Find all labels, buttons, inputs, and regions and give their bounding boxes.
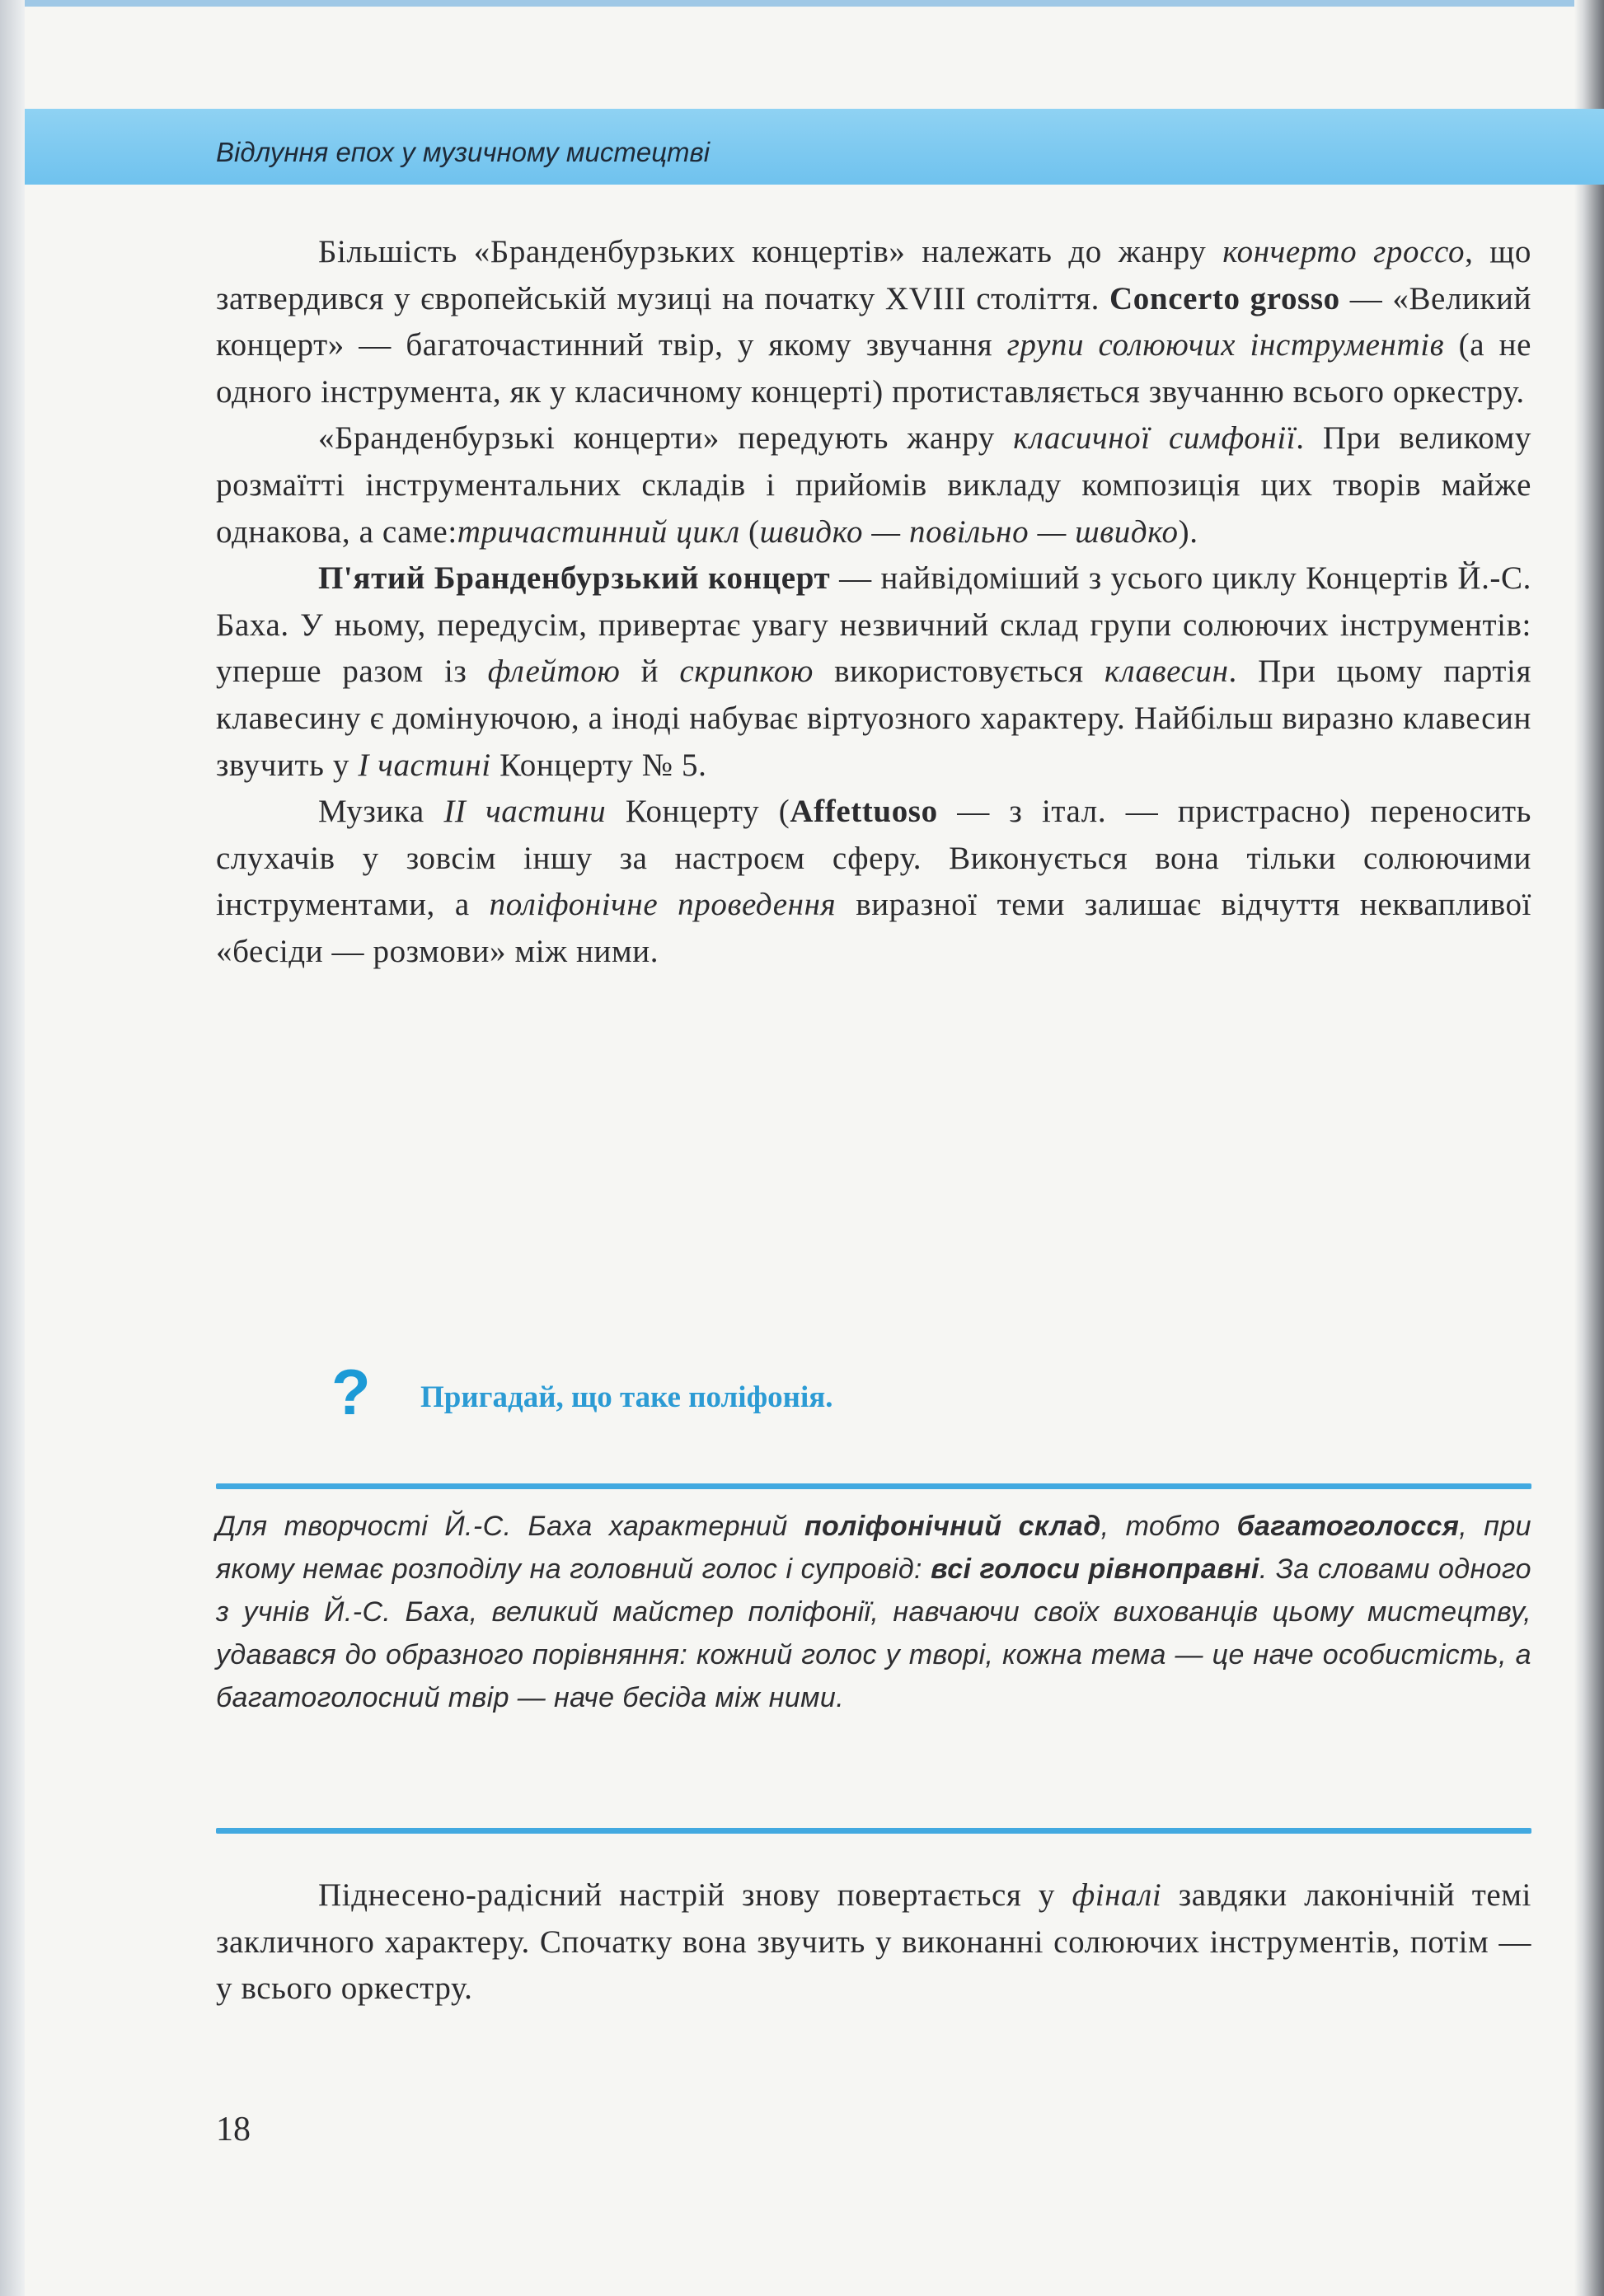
bold-term: поліфонічний склад xyxy=(804,1511,1101,1542)
text: ( xyxy=(739,513,760,550)
italic-term: кончерто гроссо xyxy=(1222,234,1466,269)
italic-term: тричастинний цикл xyxy=(457,513,740,550)
text: завдяки лаконічній темі закличного характеру. Спочатку вона звучить у виконанні солюючих інструментів, потім — у всього оркестру. xyxy=(216,1877,1531,2007)
content-block-top xyxy=(216,229,1531,976)
bold-term: багатоголосся xyxy=(1236,1511,1460,1542)
italic-term: скрипкою xyxy=(679,654,814,690)
text: ). xyxy=(1178,513,1198,550)
box-top-rule xyxy=(216,1483,1531,1489)
text: . При цьому партія клавесину є домінуючою, а іноді набуває віртуозного характеру. Найбільш виразно клавесин звучить у xyxy=(216,654,1531,783)
text: Музика xyxy=(318,794,444,830)
text: виразної теми залишає відчуття неквапливої «бесіди — розмови» між ними. xyxy=(216,887,1531,969)
paragraph-concerto-grosso xyxy=(216,229,1531,415)
text: , тобто xyxy=(1100,1511,1237,1542)
text: «Бранденбурзькі концерти» передують жанру xyxy=(318,420,1014,457)
info-box-paragraph xyxy=(216,1505,1531,1719)
paragraph-finale xyxy=(216,1872,1531,2013)
text: — найвідоміший з усього циклу Концертів Й.-С. Баха. У ньому, передусім, привертає увагу незвичний склад групи солюючих інструментів: уперше разом із xyxy=(216,560,1531,690)
text: Піднесено-радісний настрій знову повертається у xyxy=(318,1877,1072,1913)
text: Більшість «Бранденбурзьких концертів» належать до жанру xyxy=(318,234,1223,269)
italic-term: II частини xyxy=(443,794,607,830)
text: — з італ. — пристрасно) переносить слухачів у зовсім іншу за настроєм сферу. Виконується вона тільки солюючими інструментами, а xyxy=(216,794,1531,923)
bold-term: всі голоси рівноправні xyxy=(931,1553,1259,1585)
text: — «Великий концерт» — багаточастинний твір, у якому звучання xyxy=(216,280,1531,363)
page-number: 18 xyxy=(216,2111,251,2148)
question-text: Пригадай, що таке поліфонія. xyxy=(420,1380,833,1414)
text: Для творчості Й.-С. Баха характерний xyxy=(216,1511,804,1542)
text: (а не одного інструмента, як у класичному концерті) протиставляється звучанню всього оркестру. xyxy=(216,327,1531,410)
italic-term: групи солюючих інструментів xyxy=(1006,327,1445,363)
italic-term: класичної симфонії xyxy=(1013,420,1297,457)
text: використовується xyxy=(813,654,1105,690)
paragraph-second-movement xyxy=(216,789,1531,975)
text: , при якому немає розподілу на головний голос і супровід: xyxy=(216,1511,1531,1585)
italic-term: поліфонічне проведення xyxy=(489,887,837,923)
italic-term: клавесин xyxy=(1104,654,1229,690)
paragraph-fifth-concerto xyxy=(216,555,1531,789)
running-title: Відлуння епох у музичному мистецтві xyxy=(216,137,711,167)
question-mark-icon: ? xyxy=(331,1356,371,1428)
italic-term: фіналі xyxy=(1072,1877,1162,1913)
page-edge-right xyxy=(1574,0,1604,2296)
content-block-bottom xyxy=(216,1872,1531,2013)
box-bottom-rule xyxy=(216,1828,1531,1834)
text: й xyxy=(620,654,680,690)
italic-term: флейтою xyxy=(487,654,621,690)
bold-term: П'ятий Бранденбурзький концерт xyxy=(318,560,831,597)
italic-term: I частині xyxy=(358,747,491,783)
text: , що затвердився у європейській музиці на початку XVIII століття. xyxy=(216,234,1532,316)
top-rule xyxy=(25,0,1574,7)
info-box xyxy=(216,1505,1531,1719)
page-edge-left xyxy=(0,0,25,2296)
paragraph-symphony xyxy=(216,415,1531,555)
text: Концерту ( xyxy=(606,794,790,830)
italic-term: швидко — повільно — швидко xyxy=(759,513,1179,550)
bold-term: Affettuoso xyxy=(790,794,938,830)
text: Концерту № 5. xyxy=(490,747,707,783)
text: . За словами одного з учнів Й.-С. Баха, великий майстер поліфонії, навчаючи своїх вихованців цьому мистецтву, удавався до образного порівняння: кожний голос у творі, кожна тема — це наче особистість, а багатоголосний твір — наче бесіда між ними. xyxy=(216,1553,1531,1713)
bold-term: Concerto grosso xyxy=(1109,280,1340,316)
text: . При великому розмаїтті інструментальних складів і прийомів викладу композиція цих творів майже однакова, а саме: xyxy=(216,420,1532,550)
